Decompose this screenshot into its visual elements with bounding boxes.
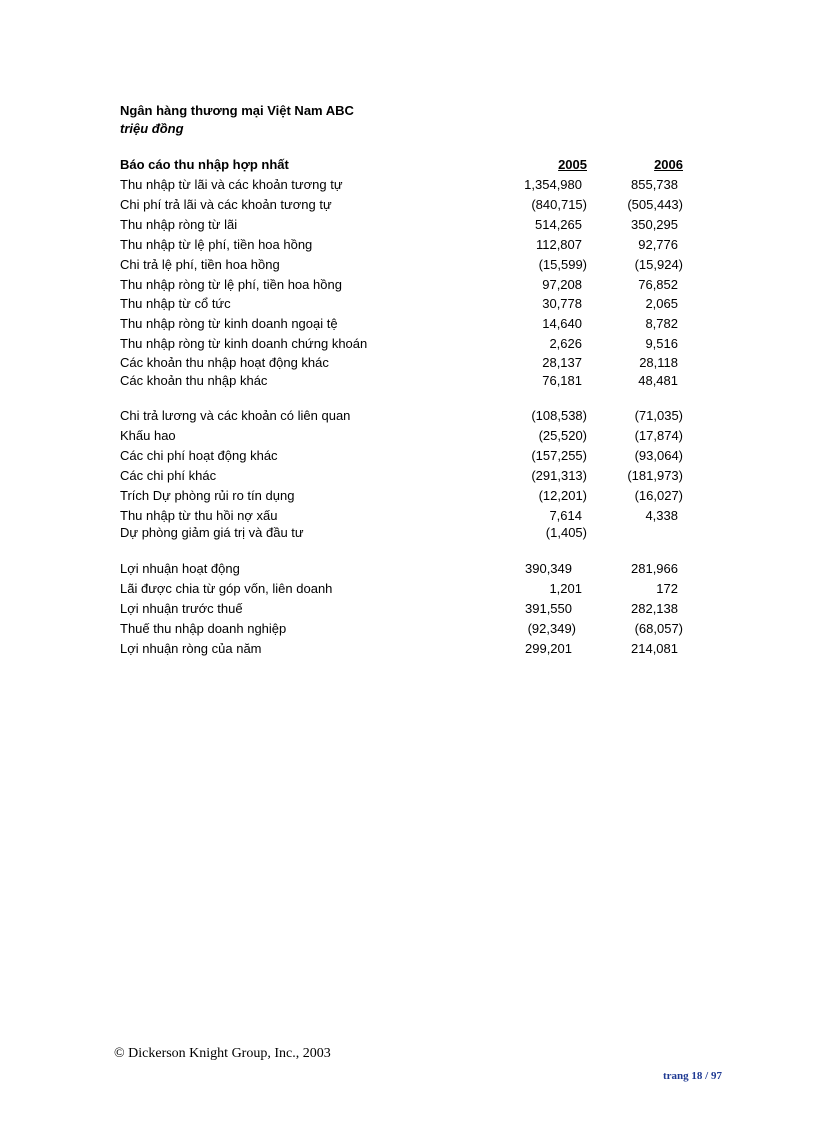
column-header-2005: 2005 (558, 157, 587, 172)
table-row (120, 467, 690, 485)
row-label: Thuế thu nhập doanh nghiệp (120, 621, 287, 636)
value-2006: (15,924) (634, 257, 683, 272)
table-title: Báo cáo thu nhập hợp nhất (120, 157, 289, 172)
value-2005: 76,181 (542, 373, 582, 388)
value-2005: 299,201 (525, 641, 572, 656)
table-row (120, 295, 690, 313)
value-2005: 112,807 (535, 237, 582, 252)
row-label: Thu nhập từ lãi và các khoản tương tự (120, 177, 343, 192)
table-row (120, 372, 690, 390)
row-label: Trích Dự phòng rủi ro tín dụng (120, 488, 295, 503)
table-row (120, 176, 690, 194)
row-label: Chi trả lương và các khoản có liên quan (120, 408, 351, 423)
table-row (120, 580, 690, 598)
table-row (120, 524, 690, 542)
value-2005: (12,201) (538, 488, 587, 503)
table-row (120, 256, 690, 274)
table-row (120, 507, 690, 525)
copyright-notice: © Dickerson Knight Group, Inc., 2003 (114, 1046, 331, 1061)
value-2006: 172 (656, 581, 678, 596)
column-header-2006: 2006 (654, 157, 683, 172)
value-2006: 76,852 (638, 277, 678, 292)
value-2005: (25,520) (538, 428, 587, 443)
value-2005: (92,349) (527, 621, 576, 636)
row-label: Dự phòng giảm giá trị và đầu tư (120, 525, 304, 540)
row-label: Thu nhập ròng từ kinh doanh chứng khoán (120, 336, 368, 351)
table-row (120, 276, 690, 294)
value-2006: 282,138 (631, 601, 678, 616)
value-2006: 855,738 (631, 177, 678, 192)
row-label: Thu nhập từ thu hồi nợ xấu (120, 508, 278, 523)
value-2006: (181,973) (627, 468, 683, 483)
row-label: Chi phí trả lãi và các khoản tương tự (120, 197, 332, 212)
currency-unit: triệu đồng (120, 121, 184, 136)
value-2006: (93,064) (634, 448, 683, 463)
table-row (120, 407, 690, 425)
value-2005: 7,614 (549, 508, 582, 523)
value-2006: (68,057) (634, 621, 683, 636)
row-label: Lợi nhuận trước thuế (120, 601, 243, 616)
table-row (120, 354, 690, 372)
value-2005: 2,626 (549, 336, 582, 351)
value-2005: (157,255) (531, 448, 587, 463)
row-label: Lợi nhuận ròng của năm (120, 641, 262, 656)
table-row (120, 620, 690, 638)
value-2006: (16,027) (634, 488, 683, 503)
value-2006: (505,443) (627, 197, 683, 212)
value-2006: 4,338 (645, 508, 678, 523)
table-row (120, 315, 690, 333)
row-label: Lãi được chia từ góp vốn, liên doanh (120, 581, 333, 596)
row-label: Các chi phí khác (120, 468, 217, 483)
value-2006: (71,035) (634, 408, 683, 423)
value-2006: 281,966 (631, 561, 678, 576)
value-2005: (108,538) (531, 408, 587, 423)
row-label: Thu nhập từ cổ tức (120, 296, 231, 311)
value-2005: 14,640 (542, 316, 582, 331)
value-2005: (15,599) (538, 257, 587, 272)
row-label: Các khoản thu nhập khác (120, 373, 268, 388)
table-row (120, 335, 690, 353)
table-row (120, 196, 690, 214)
row-label: Các chi phí hoạt động khác (120, 448, 278, 463)
table-row (120, 236, 690, 254)
value-2006: 2,065 (645, 296, 678, 311)
table-row (120, 427, 690, 445)
value-2005: 97,208 (542, 277, 582, 292)
row-label: Các khoản thu nhập hoạt động khác (120, 355, 329, 370)
table-row (120, 216, 690, 234)
row-label: Thu nhập ròng từ lãi (120, 217, 238, 232)
value-2006: 350,295 (631, 217, 678, 232)
value-2005: 28,137 (542, 355, 582, 370)
value-2005: (291,313) (531, 468, 587, 483)
value-2005: (1,405) (545, 525, 587, 540)
bank-name: Ngân hàng thương mại Việt Nam ABC (120, 103, 354, 118)
page-number: trang 18 / 97 (663, 1070, 722, 1082)
value-2005: 30,778 (542, 296, 582, 311)
row-label: Thu nhập từ lệ phí, tiền hoa hồng (120, 237, 313, 252)
value-2006: 92,776 (638, 237, 678, 252)
table-row (120, 487, 690, 505)
row-label: Chi trả lệ phí, tiền hoa hồng (120, 257, 280, 272)
table-row (120, 640, 690, 658)
row-label: Lợi nhuận hoạt động (120, 561, 240, 576)
table-header (120, 156, 690, 174)
value-2006: 48,481 (638, 373, 678, 388)
value-2005: 391,550 (525, 601, 572, 616)
value-2005: (840,715) (531, 197, 587, 212)
value-2006: 8,782 (645, 316, 678, 331)
row-label: Thu nhập ròng từ lệ phí, tiền hoa hồng (120, 277, 342, 292)
table-row (120, 600, 690, 618)
value-2005: 1,354,980 (524, 177, 582, 192)
value-2005: 1,201 (549, 581, 582, 596)
row-label: Khấu hao (120, 428, 176, 443)
row-label: Thu nhập ròng từ kinh doanh ngoại tệ (120, 316, 338, 331)
value-2005: 514,265 (535, 217, 582, 232)
value-2005: 390,349 (525, 561, 572, 576)
value-2006: 214,081 (631, 641, 678, 656)
value-2006: 28,118 (639, 355, 678, 370)
value-2006: (17,874) (634, 428, 683, 443)
value-2006: 9,516 (645, 336, 678, 351)
table-row (120, 447, 690, 465)
table-row (120, 560, 690, 578)
